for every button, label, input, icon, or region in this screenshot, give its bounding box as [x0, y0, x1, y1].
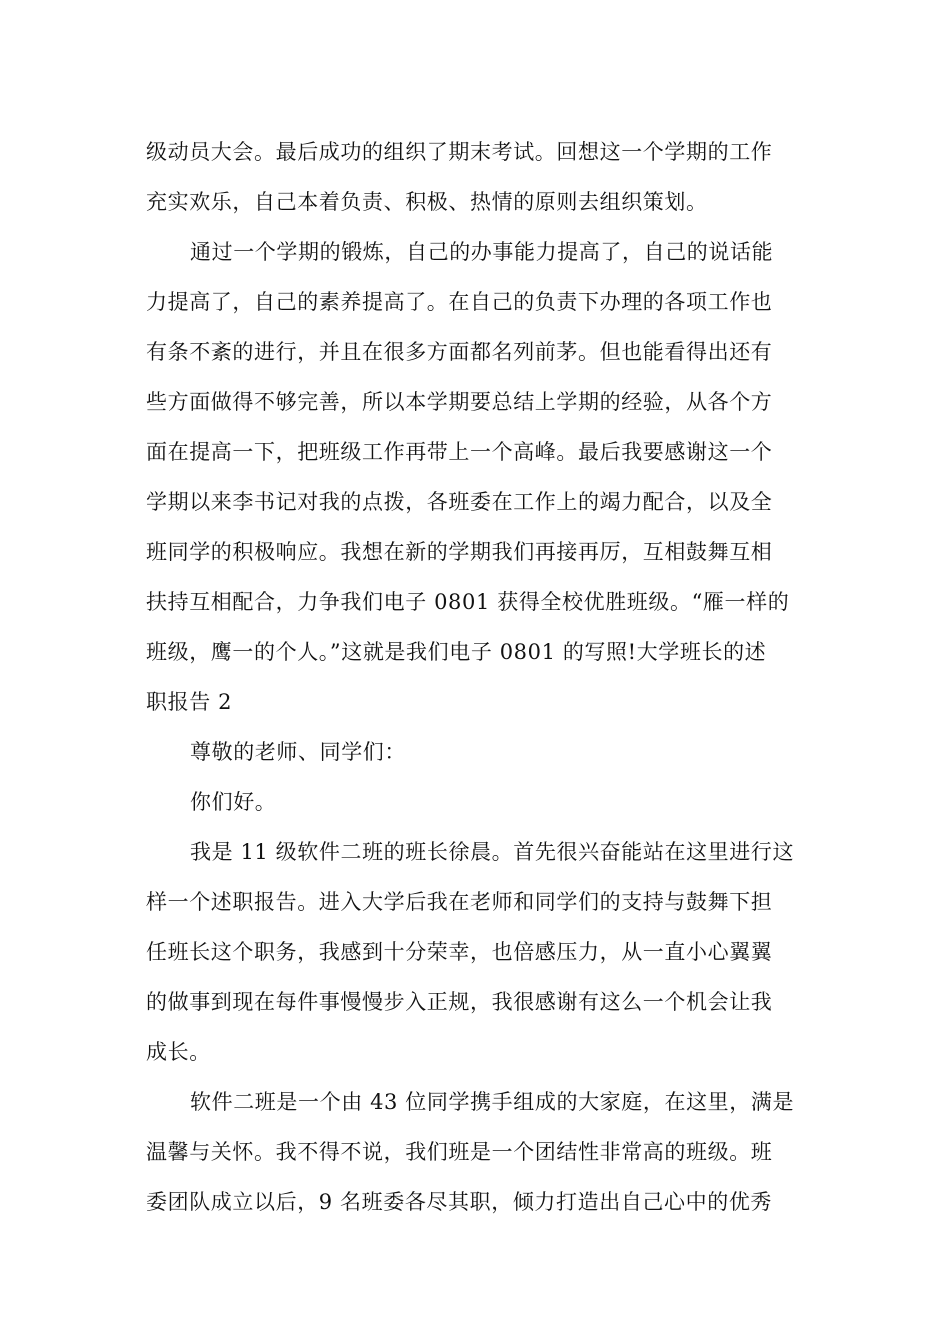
text-line: 委团队成立以后，9 名班委各尽其职，倾力打造出自己心中的优秀 — [146, 1190, 773, 1214]
text-line: 级动员大会。最后成功的组织了期末考试。回想这一个学期的工作 — [146, 140, 773, 164]
text-line: 有条不紊的进行，并且在很多方面都名列前茅。但也能看得出还有 — [146, 340, 773, 364]
text-line: 充实欢乐，自己本着负责、积极、热情的原则去组织策划。 — [146, 190, 708, 214]
text-line: 班同学的积极响应。我想在新的学期我们再接再厉，互相鼓舞互相 — [146, 540, 773, 564]
text-line: 面在提高一下，把班级工作再带上一个高峰。最后我要感谢这一个 — [146, 440, 773, 464]
text-line: 成长。 — [146, 1040, 211, 1064]
paragraph-first-line: 我是 11 级软件二班的班长徐晨。首先很兴奋能站在这里进行这 — [190, 840, 795, 864]
text-line: 些方面做得不够完善，所以本学期要总结上学期的经验，从各个方 — [146, 390, 773, 414]
text-line: 样一个述职报告。进入大学后我在老师和同学们的支持与鼓舞下担 — [146, 890, 773, 914]
text-line: 班级，鹰一的个人。”这就是我们电子 0801 的写照!大学班长的述 — [146, 640, 767, 664]
text-line: 任班长这个职务，我感到十分荣幸，也倍感压力，从一直小心翼翼 — [146, 940, 773, 964]
text-line: 温馨与关怀。我不得不说，我们班是一个团结性非常高的班级。班 — [146, 1140, 773, 1164]
text-line: 力提高了，自己的素养提高了。在自己的负责下办理的各项工作也 — [146, 290, 773, 314]
text-line: 学期以来李书记对我的点拨，各班委在工作上的竭力配合，以及全 — [146, 490, 773, 514]
salutation: 尊敬的老师、同学们： — [190, 740, 406, 764]
text-line: 的做事到现在每件事慢慢步入正规，我很感谢有这么一个机会让我 — [146, 990, 773, 1014]
text-line: 职报告 2 — [146, 690, 233, 714]
text-line: 扶持互相配合，力争我们电子 0801 获得全校优胜班级。“雁一样的 — [146, 590, 790, 614]
paragraph-first-line: 通过一个学期的锻炼，自己的办事能力提高了，自己的说话能 — [190, 240, 774, 264]
greeting: 你们好。 — [190, 790, 277, 814]
paragraph-first-line: 软件二班是一个由 43 位同学携手组成的大家庭，在这里，满是 — [190, 1090, 795, 1114]
